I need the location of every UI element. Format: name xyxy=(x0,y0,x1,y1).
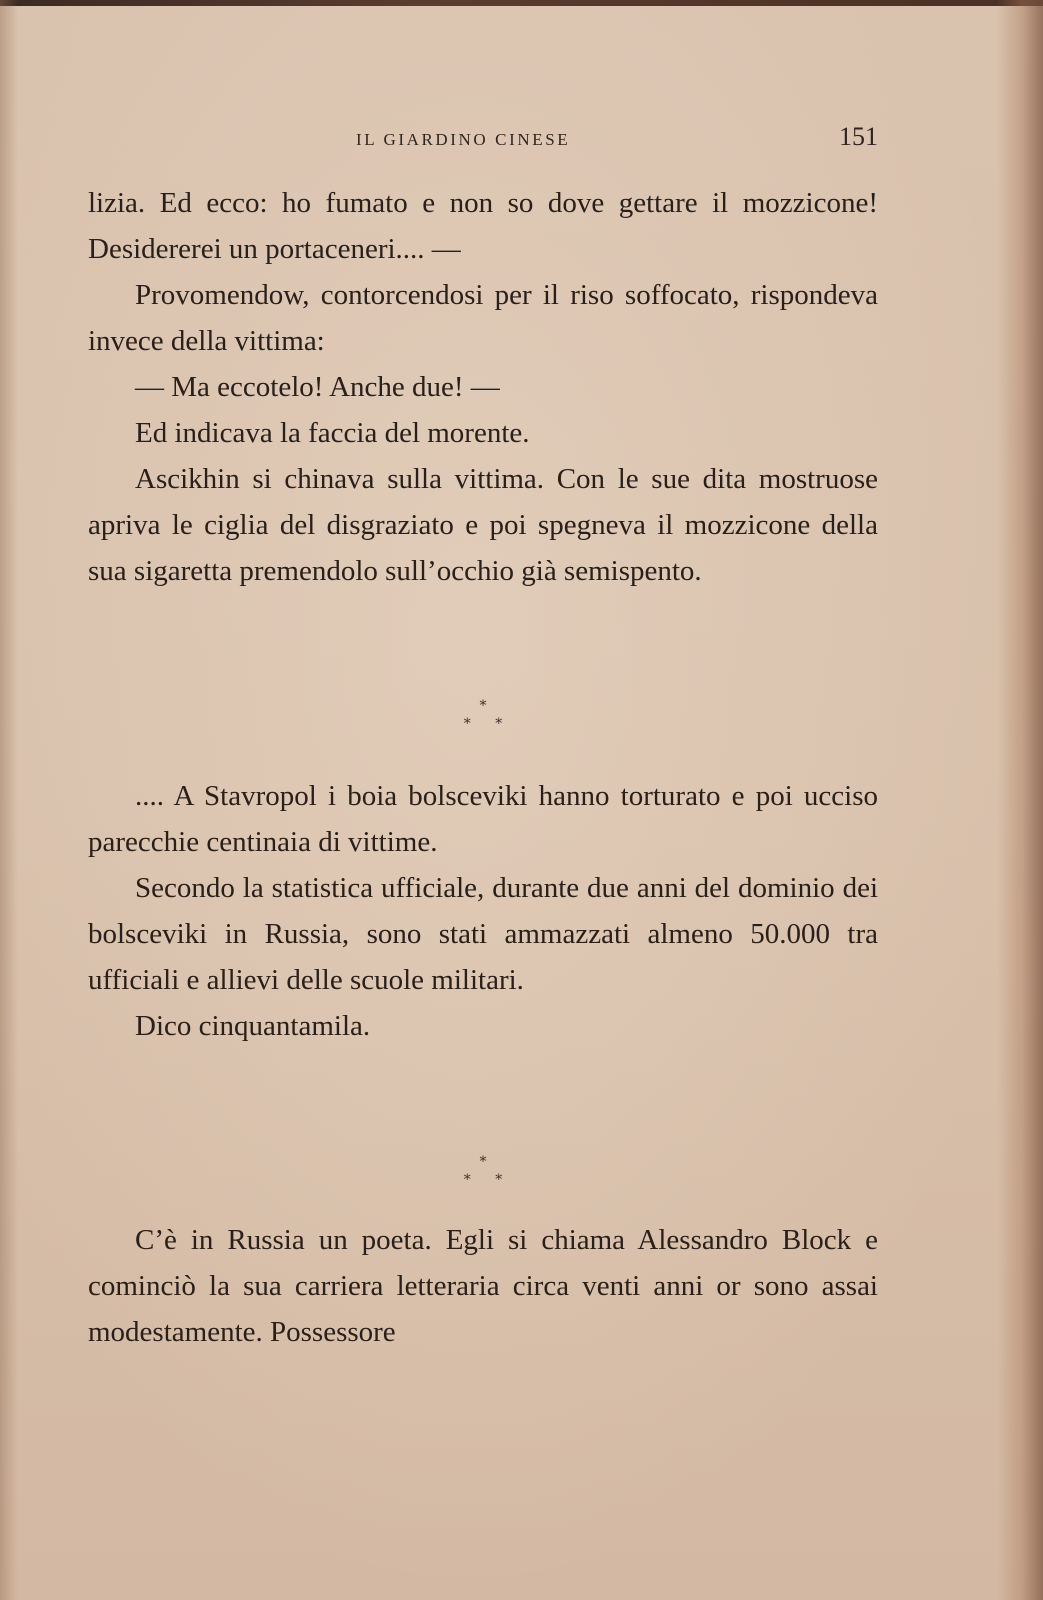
paragraph: Provomendow, contorcendosi per il riso soffocato, rispondeva invece della vittima: xyxy=(88,279,878,357)
paragraph: .... A Stavropol i boia bolsceviki hanno torturato e poi ucciso parecchie centinaia di vittime. xyxy=(88,780,878,858)
page-gutter-shadow xyxy=(0,0,18,1600)
paragraph: Dico cinquantamila. xyxy=(135,1010,371,1042)
paragraph: — Ma eccotelo! Anche due! — xyxy=(135,371,500,403)
text-section-3 xyxy=(88,1217,878,1355)
section-asterism xyxy=(453,1153,513,1189)
page-number: 151 xyxy=(839,122,878,151)
text-section-1 xyxy=(88,180,878,594)
running-head xyxy=(88,122,878,156)
page-right-edge xyxy=(997,0,1043,1600)
paragraph: Ed indicava la faccia del morente. xyxy=(135,417,530,449)
paragraph: Secondo la statistica ufficiale, durante due anni del dominio dei bolsceviki in Russia, sono stati ammazzati almeno 50.000 tra ufficiali e allievi delle scuole militari. xyxy=(88,872,878,996)
section-asterism xyxy=(453,697,513,733)
running-head-title: IL GIARDINO CINESE xyxy=(356,130,571,149)
asterism-bottom: * * xyxy=(463,1172,513,1188)
text-section-2 xyxy=(88,773,878,1049)
page-top-edge xyxy=(0,0,1043,6)
paragraph: Ascikhin si chinava sulla vittima. Con le sue dita mostruose apriva le ciglia del disgraziato e poi spegneva il mozzicone della sua sigaretta premendolo sull’occhio già semispento. xyxy=(88,463,878,587)
paragraph: lizia. Ed ecco: ho fumato e non so dove gettare il mozzicone! Desidererei un portaceneri.... — xyxy=(88,187,878,265)
paragraph: C’è in Russia un poeta. Egli si chiama Alessandro Block e cominciò la sua carriera letteraria circa venti anni or sono assai modestamente. Possessore xyxy=(88,1224,878,1348)
asterism-bottom: * * xyxy=(463,716,513,732)
asterism-top: * xyxy=(479,1154,487,1170)
asterism-top: * xyxy=(479,698,487,714)
